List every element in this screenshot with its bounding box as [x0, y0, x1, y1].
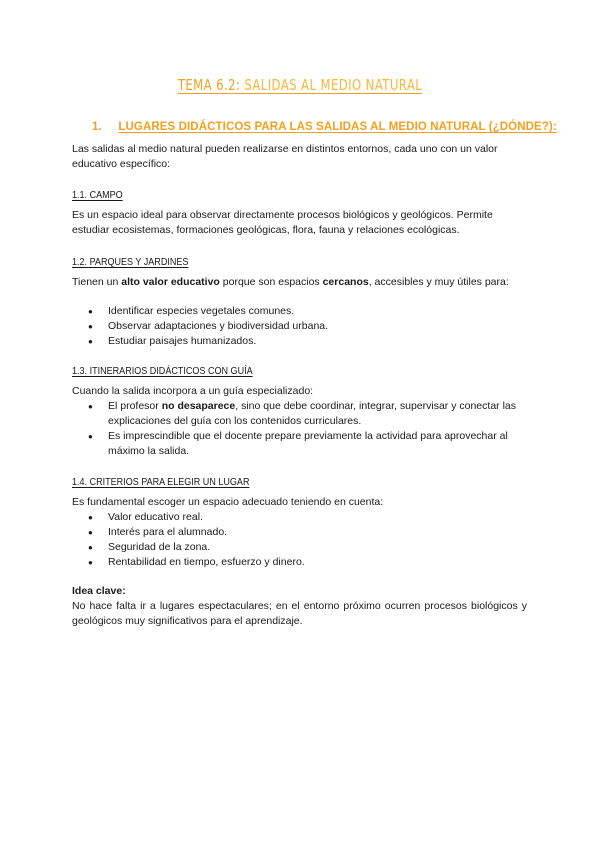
title-lead: TEMA 6.2: [177, 76, 241, 94]
title-rest: SALIDAS AL MEDIO NATURAL [240, 76, 423, 94]
parques-text-3: , accesibles y muy útiles para: [368, 276, 509, 288]
list-item: ● Estudiar paisajes humanizados. [72, 334, 527, 349]
itinerarios-item1-bold: no desaparece [161, 400, 236, 412]
list-item [72, 399, 527, 429]
list-item: ● Rentabilidad en tiempo, esfuerzo y dinero. [72, 555, 527, 570]
itinerarios-item1-text-a: El profesor [108, 400, 162, 412]
list-item: ● Valor educativo real. [72, 510, 527, 525]
intro-paragraph: Las salidas al medio natural pueden realizarse en distintos entornos, cada uno con un valor educativo específico: [72, 143, 498, 170]
list-item: ● Es imprescindible que el docente prepare previamente la actividad para aprovechar al máximo la salida. [72, 429, 527, 459]
criterios-intro: Es fundamental escoger un espacio adecuado teniendo en cuenta: [72, 496, 384, 508]
section-1-title: LUGARES DIDÁCTICOS PARA LAS SALIDAS AL MEDIO NATURAL (¿DÓNDE?): [118, 121, 557, 133]
section-1-number: 1. [92, 121, 102, 133]
list-item: ● Identificar especies vegetales comunes. [72, 304, 527, 319]
itinerarios-intro: Cuando la salida incorpora a un guía especializado: [72, 385, 314, 397]
subheading-parques: 1.2. PARQUES Y JARDINES [72, 256, 189, 268]
itinerarios-list [72, 399, 527, 459]
idea-heading: Idea clave: [72, 585, 126, 597]
parques-list [72, 304, 527, 349]
subheading-criterios: 1.4. CRITERIOS PARA ELEGIR UN LUGAR [72, 476, 250, 488]
parques-paragraph [72, 275, 527, 290]
parques-text-1: Tienen un [72, 276, 122, 288]
parques-bold-2: cercanos [322, 276, 369, 288]
list-item: ● Seguridad de la zona. [72, 540, 527, 555]
campo-paragraph: Es un espacio ideal para observar directamente procesos biológicos y geológicos. Permite estudiar ecosistemas, formaciones geológicas, flora, fauna y relaciones ecológicas. [72, 209, 493, 236]
list-item: ● Observar adaptaciones y biodiversidad urbana. [72, 319, 527, 334]
itinerarios-item1-text-c: , sino que debe coordinar, integrar, supervisar y conectar las explicaciones del guía con los contenidos curriculares. [108, 400, 516, 427]
parques-bold-1: alto valor educativo [121, 276, 220, 288]
subheading-itinerarios: 1.3. ITINERARIOS DIDÁCTICOS CON GUÍA [72, 365, 253, 377]
subheading-campo: 1.1. CAMPO [72, 189, 123, 201]
section-1-heading [92, 121, 557, 133]
page-title [66, 76, 534, 94]
list-item: ● Interés para el alumnado. [72, 525, 527, 540]
idea-paragraph: No hace falta ir a lugares espectaculares; en el entorno próximo ocurren procesos biológicos y geológicos muy significativos para el aprendizaje. [72, 600, 527, 627]
criterios-list [72, 510, 527, 570]
parques-text-2: porque son espacios [219, 276, 323, 288]
